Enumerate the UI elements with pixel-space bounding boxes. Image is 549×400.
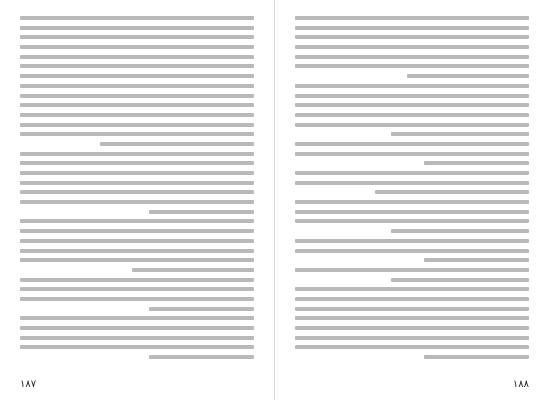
left-page [0, 0, 274, 400]
text-line-placeholder [20, 94, 254, 98]
text-line-placeholder [20, 152, 254, 156]
right-page-number: ۱۸۸ [512, 379, 529, 390]
text-line-placeholder [132, 268, 254, 272]
text-line-placeholder [20, 287, 254, 291]
text-line-placeholder [295, 287, 529, 291]
text-line-placeholder [295, 84, 529, 88]
text-line-placeholder [20, 45, 254, 49]
text-line-placeholder [295, 171, 529, 175]
text-line-placeholder [149, 210, 254, 214]
text-line-placeholder [20, 113, 254, 117]
text-line-placeholder [295, 239, 529, 243]
text-line-placeholder [295, 326, 529, 330]
text-line-placeholder [20, 278, 254, 282]
text-line-placeholder [20, 336, 254, 340]
text-line-placeholder [295, 45, 529, 49]
text-line-placeholder [295, 307, 529, 311]
text-line-placeholder [20, 161, 254, 165]
text-line-placeholder [295, 103, 529, 107]
text-line-placeholder [20, 200, 254, 204]
text-line-placeholder [20, 326, 254, 330]
text-line-placeholder [100, 142, 254, 146]
text-line-placeholder [20, 64, 254, 68]
text-line-placeholder [20, 26, 254, 30]
text-line-placeholder [295, 210, 529, 214]
text-line-placeholder [295, 336, 529, 340]
text-line-placeholder [149, 307, 254, 311]
text-line-placeholder [20, 181, 254, 185]
text-line-placeholder [295, 16, 529, 20]
text-line-placeholder [20, 219, 254, 223]
left-page-text-block [20, 16, 254, 372]
text-line-placeholder [20, 171, 254, 175]
text-line-placeholder [391, 278, 529, 282]
text-line-placeholder [295, 113, 529, 117]
text-line-placeholder [295, 142, 529, 146]
text-line-placeholder [375, 190, 529, 194]
text-line-placeholder [424, 161, 529, 165]
text-line-placeholder [391, 132, 529, 136]
text-line-placeholder [20, 132, 254, 136]
text-line-placeholder [295, 152, 529, 156]
text-line-placeholder [20, 229, 254, 233]
text-line-placeholder [20, 74, 254, 78]
text-line-placeholder [424, 258, 529, 262]
text-line-placeholder [295, 123, 529, 127]
text-line-placeholder [20, 16, 254, 20]
text-line-placeholder [20, 316, 254, 320]
text-line-placeholder [295, 26, 529, 30]
text-line-placeholder [295, 64, 529, 68]
text-line-placeholder [295, 94, 529, 98]
text-line-placeholder [20, 345, 254, 349]
text-line-placeholder [295, 249, 529, 253]
text-line-placeholder [20, 55, 254, 59]
text-line-placeholder [20, 239, 254, 243]
text-line-placeholder [295, 55, 529, 59]
text-line-placeholder [295, 200, 529, 204]
text-line-placeholder [295, 316, 529, 320]
text-line-placeholder [20, 103, 254, 107]
text-line-placeholder [295, 345, 529, 349]
text-line-placeholder [20, 190, 254, 194]
right-page-text-block [295, 16, 529, 372]
text-line-placeholder [149, 355, 254, 359]
text-line-placeholder [295, 35, 529, 39]
text-line-placeholder [391, 229, 529, 233]
text-line-placeholder [295, 181, 529, 185]
text-line-placeholder [295, 268, 529, 272]
left-page-number: ۱۸۷ [20, 379, 37, 390]
text-line-placeholder [295, 219, 529, 223]
text-line-placeholder [20, 258, 254, 262]
text-line-placeholder [20, 123, 254, 127]
text-line-placeholder [424, 355, 529, 359]
text-line-placeholder [20, 297, 254, 301]
text-line-placeholder [295, 297, 529, 301]
right-page [275, 0, 549, 400]
text-line-placeholder [20, 249, 254, 253]
text-line-placeholder [20, 84, 254, 88]
text-line-placeholder [407, 74, 529, 78]
text-line-placeholder [20, 35, 254, 39]
